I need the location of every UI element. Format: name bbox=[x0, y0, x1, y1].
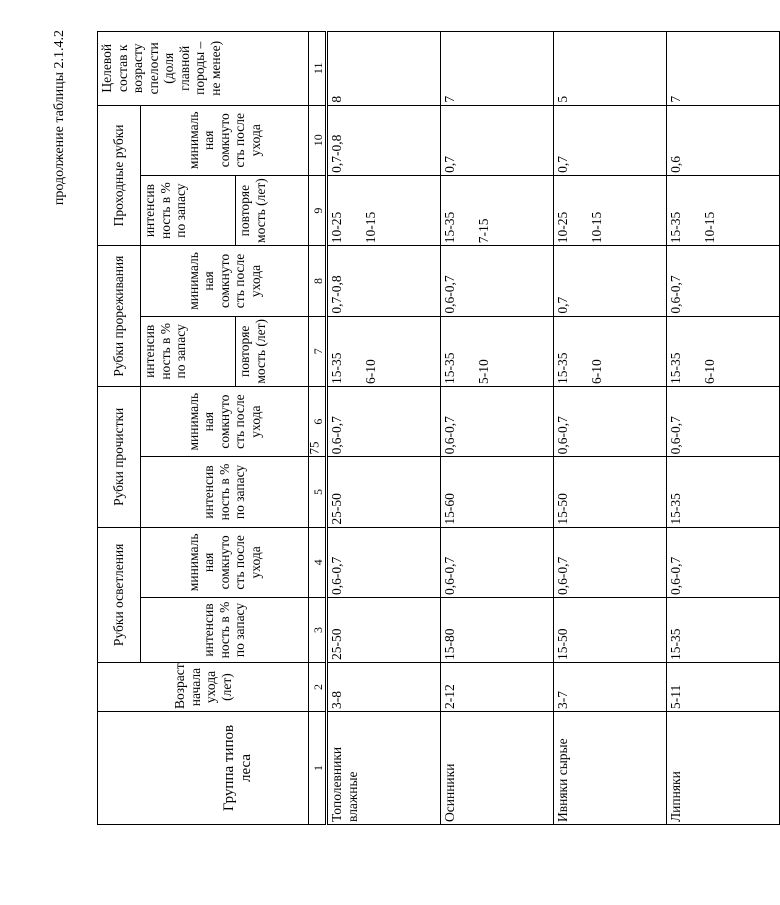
cell-target: 7 bbox=[441, 32, 554, 106]
cell-age: 5-11 bbox=[667, 663, 780, 712]
header-passage: Проходные рубки bbox=[98, 105, 141, 246]
cell-group: Липняки bbox=[667, 712, 780, 825]
header-other-min: минималь ная сомкнуто сть после ухода bbox=[141, 386, 309, 456]
header-other-intensity: интенсив ность в % по запасу bbox=[141, 457, 309, 527]
cell-other-min: 0,6-0,7 bbox=[554, 386, 667, 456]
cell-thinning-intensity bbox=[554, 316, 667, 386]
cell-other-min: 0,6-0,7 bbox=[327, 386, 441, 456]
header-passage-intensity: интенсив ность в % по запасу bbox=[141, 175, 236, 245]
table-row bbox=[441, 32, 554, 825]
cell-passage-repeat: 10-15 bbox=[588, 211, 604, 244]
cell-thinning-intensity bbox=[667, 316, 780, 386]
header-cleaning-min: минималь ная сомкнуто сть после ухода bbox=[141, 527, 309, 597]
rotated-table-container bbox=[50, 30, 717, 825]
cell-target: 7 bbox=[667, 32, 780, 106]
cell-passage-intensity bbox=[441, 175, 554, 245]
header-passage-repeat: повторяе мость (лет) bbox=[236, 175, 309, 245]
cell-passage-intensity bbox=[667, 175, 780, 245]
column-numbers-row bbox=[309, 32, 327, 825]
col-number: 11 bbox=[309, 32, 327, 106]
cell-cleaning-intensity: 25-50 bbox=[327, 598, 441, 663]
cell-other-min: 0,6-0,7 bbox=[667, 386, 780, 456]
cell-passage-repeat: 10-15 bbox=[362, 211, 378, 244]
cell-passage-min: 0,7 bbox=[554, 105, 667, 175]
table-row bbox=[327, 32, 441, 825]
cell-thinning-min: 0,7 bbox=[554, 246, 667, 316]
cell-cleaning-min: 0,6-0,7 bbox=[667, 527, 780, 597]
col-number: 2 bbox=[309, 663, 327, 712]
col-number: 9 bbox=[309, 175, 327, 245]
cell-group: Тополевники влажные bbox=[327, 712, 441, 825]
cell-other-intensity: 25-50 bbox=[327, 457, 441, 527]
cell-thinning-intensity-value: 15-35 bbox=[329, 352, 344, 384]
header-other: Рубки прочистки bbox=[98, 386, 141, 527]
header-thinning: Рубки прореживания bbox=[98, 246, 141, 387]
cell-thinning-repeat: 6-10 bbox=[588, 359, 604, 384]
cell-passage-repeat: 10-15 bbox=[701, 211, 717, 244]
header-age: Возраст начала ухода (лет) bbox=[98, 663, 309, 712]
table-row bbox=[667, 32, 780, 825]
cell-age: 3-7 bbox=[554, 663, 667, 712]
cell-passage-min: 0,6 bbox=[667, 105, 780, 175]
cell-thinning-min: 0,6-0,7 bbox=[441, 246, 554, 316]
header-row-1 bbox=[98, 32, 141, 825]
col-number: 5 bbox=[309, 457, 327, 527]
cell-passage-min: 0,7 bbox=[441, 105, 554, 175]
col-number: 10 bbox=[309, 105, 327, 175]
cell-other-intensity: 15-35 bbox=[667, 457, 780, 527]
cell-cleaning-min: 0,6-0,7 bbox=[554, 527, 667, 597]
col-number: 1 bbox=[309, 712, 327, 825]
cell-group: Ивняки сырые bbox=[554, 712, 667, 825]
page-number: 75 bbox=[306, 441, 322, 455]
header-passage-min: минималь ная сомкнуто сть после ухода bbox=[141, 105, 309, 175]
cell-thinning-repeat: 5-10 bbox=[475, 359, 491, 384]
cell-thinning-repeat: 6-10 bbox=[701, 359, 717, 384]
table-caption: продолжение таблицы 2.1.4.2 bbox=[52, 30, 67, 206]
header-thinning-min: минималь ная сомкнуто сть после ухода bbox=[141, 246, 309, 316]
header-cleaning: Рубки осветления bbox=[98, 527, 141, 662]
cell-cleaning-intensity: 15-50 bbox=[554, 598, 667, 663]
cell-thinning-min: 0,6-0,7 bbox=[667, 246, 780, 316]
cell-thinning-intensity-value: 15-35 bbox=[442, 352, 457, 384]
cell-thinning-intensity bbox=[441, 316, 554, 386]
cell-other-intensity: 15-50 bbox=[554, 457, 667, 527]
col-number: 6 bbox=[309, 386, 327, 456]
header-thinning-intensity: интенсив ность в % по запасу bbox=[141, 316, 236, 386]
cell-cleaning-intensity: 15-80 bbox=[441, 598, 554, 663]
cell-other-min: 0,6-0,7 bbox=[441, 386, 554, 456]
header-thinning-repeat: повторяе мость (лет) bbox=[236, 316, 309, 386]
header-cleaning-intensity: интенсив ность в % по запасу bbox=[141, 598, 309, 663]
cell-passage-intensity bbox=[327, 175, 441, 245]
forest-care-table bbox=[97, 31, 780, 825]
cell-passage-repeat: 7-15 bbox=[475, 218, 491, 244]
col-number: 7 bbox=[309, 316, 327, 386]
cell-other-intensity: 15-60 bbox=[441, 457, 554, 527]
table-body bbox=[327, 32, 780, 825]
cell-age: 3-8 bbox=[327, 663, 441, 712]
header-target: Целевой состав к возрасту спелости (доля главной породы – не менее) bbox=[98, 32, 309, 106]
cell-cleaning-intensity: 15-35 bbox=[667, 598, 780, 663]
cell-thinning-min: 0,7-0,8 bbox=[327, 246, 441, 316]
cell-passage-intensity-value: 10-25 bbox=[329, 211, 344, 244]
page-number-wrap bbox=[308, 440, 332, 464]
cell-thinning-intensity-value: 15-35 bbox=[668, 352, 683, 384]
header-group: Группа типов леса bbox=[98, 712, 309, 825]
cell-thinning-repeat: 6-10 bbox=[362, 359, 378, 384]
cell-target: 5 bbox=[554, 32, 667, 106]
cell-cleaning-min: 0,6-0,7 bbox=[327, 527, 441, 597]
cell-passage-intensity-value: 10-25 bbox=[555, 211, 570, 244]
cell-passage-intensity bbox=[554, 175, 667, 245]
cell-thinning-intensity-value: 15-35 bbox=[555, 352, 570, 384]
col-number: 4 bbox=[309, 527, 327, 597]
cell-thinning-intensity bbox=[327, 316, 441, 386]
table-row bbox=[554, 32, 667, 825]
cell-cleaning-min: 0,6-0,7 bbox=[441, 527, 554, 597]
cell-passage-intensity-value: 15-35 bbox=[668, 211, 683, 244]
cell-passage-intensity-value: 15-35 bbox=[442, 211, 457, 244]
cell-group: Осинники bbox=[441, 712, 554, 825]
col-number: 3 bbox=[309, 598, 327, 663]
cell-passage-min: 0,7-0,8 bbox=[327, 105, 441, 175]
col-number: 8 bbox=[309, 246, 327, 316]
cell-target: 8 bbox=[327, 32, 441, 106]
cell-age: 2-12 bbox=[441, 663, 554, 712]
